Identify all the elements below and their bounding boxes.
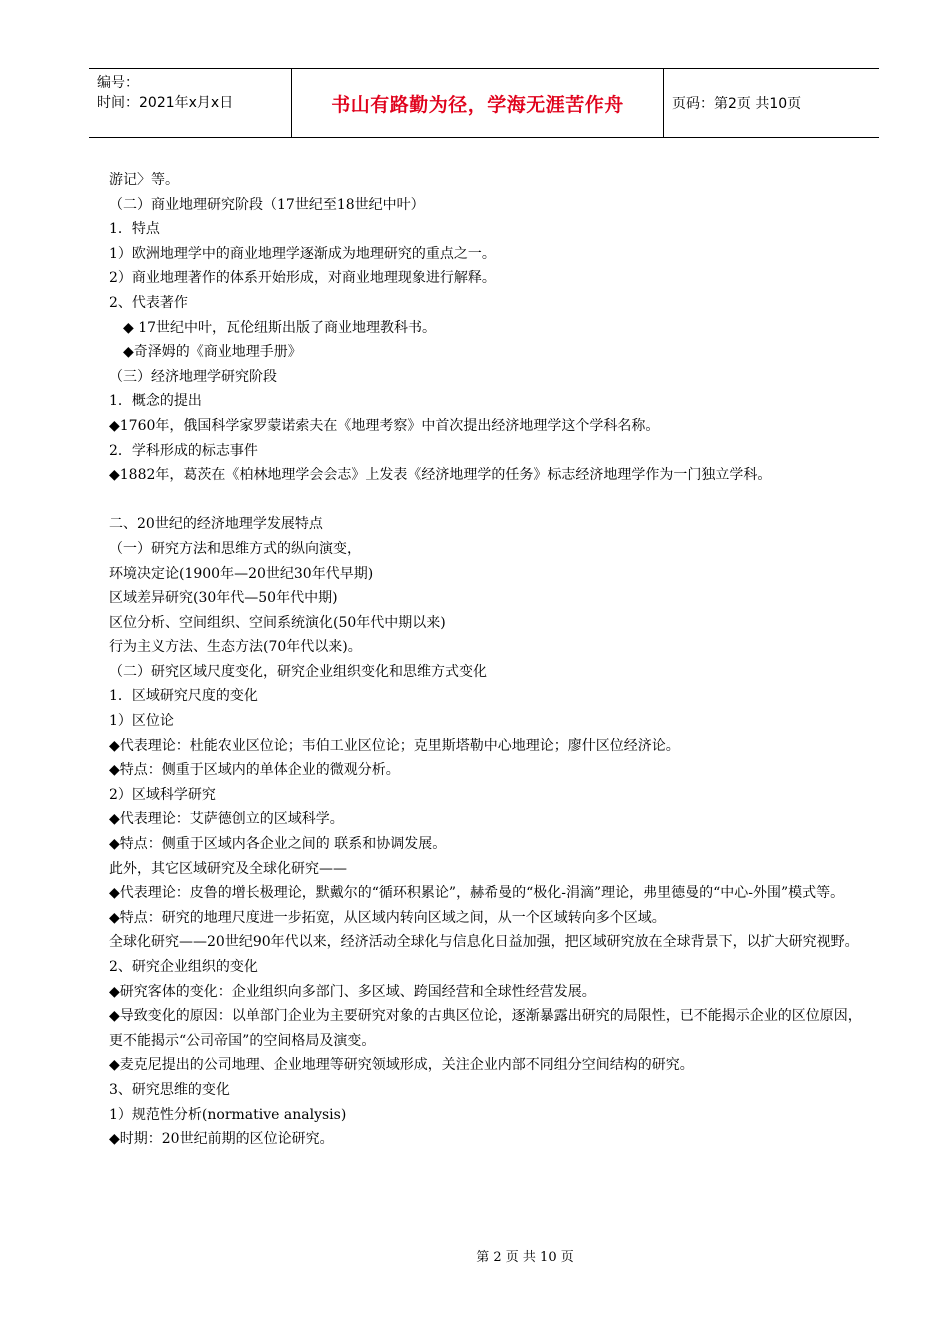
section-heading: 二、20世纪的经济地理学发展特点 <box>109 516 323 533</box>
bullet-item: ◆代表理论：艾萨德创立的区域科学。 <box>109 811 344 828</box>
date-label: 时间：2021年x月x日 <box>97 95 234 111</box>
text-line: 环境决定论(1900年—20世纪30年代早期) <box>109 565 374 582</box>
motto-text: 书山有路勤为径，学海无涯苦作舟 <box>331 93 624 116</box>
text-line: 游记〉等。 <box>109 172 179 188</box>
text-line: 2．学科形成的标志事件 <box>109 442 258 459</box>
bullet-item: ◆代表理论：皮鲁的增长极理论，默戴尔的“循环积累论”，赫希曼的“极化-涓滴”理论，弗里德曼的“中心-外围”模式等。 <box>109 885 845 902</box>
bullet-item: ◆时期：20世纪前期的区位论研究。 <box>109 1131 334 1148</box>
header-page-cell <box>664 69 879 137</box>
text-line: 2）区域科学研究 <box>109 786 216 803</box>
text-line: 1．概念的提出 <box>109 393 202 410</box>
bullet-item: ◆麦克尼提出的公司地理、企业地理等研究领域形成，关注企业内部不同组分空间结构的研究。 <box>109 1057 694 1074</box>
page-header <box>89 68 879 138</box>
bullet-item: ◆特点：研究的地理尺度进一步拓宽，从区域内转向区域之间，从一个区域转向多个区域。 <box>109 909 666 926</box>
bullet-item: ◆1882年，葛茨在《柏林地理学会会志》上发表《经济地理学的任务》标志经济地理学作为一门独立学科。 <box>109 467 772 484</box>
page-number-label: 页码：第2页 共10页 <box>672 96 802 112</box>
text-line: 1）欧洲地理学中的商业地理学逐渐成为地理研究的重点之一。 <box>109 245 496 262</box>
text-line: 1）规范性分析(normative analysis) <box>109 1106 347 1123</box>
section-heading: （三）经济地理学研究阶段 <box>109 368 277 385</box>
section-heading: （二）研究区域尺度变化，研究企业组织变化和思维方式变化 <box>109 663 487 680</box>
bullet-item: ◆研究客体的变化：企业组织向多部门、多区域、跨国经营和全球性经营发展。 <box>109 983 596 1000</box>
text-line: 区位分析、空间组织、空间系统演化(50年代中期以来) <box>109 614 446 631</box>
bullet-item: ◆导致变化的原因：以单部门企业为主要研究对象的古典区位论，逐渐暴露出研究的局限性，已不能揭示企业的区位原因，更不能揭示“公司帝国”的空间格局及演变。 <box>109 1008 862 1049</box>
header-motto-cell <box>291 69 664 137</box>
text-line: 1．区域研究尺度的变化 <box>109 688 258 705</box>
text-line: 2、代表著作 <box>109 294 188 311</box>
text-line: 1）区位论 <box>109 713 174 730</box>
bullet-item: ◆特点：侧重于区域内的单体企业的微观分析。 <box>109 762 400 779</box>
text-line: 2、研究企业组织的变化 <box>109 959 258 975</box>
bullet-item: ◆1760年，俄国科学家罗蒙诺索夫在《地理考察》中首次提出经济地理学这个学科名称。 <box>109 417 660 434</box>
document-body <box>109 168 865 1152</box>
section-heading: （一）研究方法和思维方式的纵向演变， <box>109 540 361 557</box>
section-heading: （二）商业地理研究阶段（17世纪至18世纪中叶） <box>109 196 425 213</box>
bullet-item: ◆代表理论：杜能农业区位论；韦伯工业区位论；克里斯塔勒中心地理论；廖什区位经济论。 <box>109 737 680 754</box>
page-footer: 第 2 页 共 10 页 <box>476 1250 574 1265</box>
text-line: 3、研究思维的变化 <box>109 1081 230 1098</box>
text-line: 2）商业地理著作的体系开始形成，对商业地理现象进行解释。 <box>109 270 496 287</box>
text-line: 1．特点 <box>109 221 160 238</box>
text-line: 行为主义方法、生态方法(70年代以来)。 <box>109 639 362 656</box>
header-meta <box>89 69 291 137</box>
text-line: 区域差异研究(30年代—50年代中期) <box>109 590 338 607</box>
bullet-item: ◆ 17世纪中叶，瓦伦纽斯出版了商业地理教科书。 <box>123 319 437 336</box>
text-line: 全球化研究——20世纪90年代以来，经济活动全球化与信息化日益加强，把区域研究放在全球背景下，以扩大研究视野。 <box>109 934 859 951</box>
doc-number-label: 编号： <box>97 75 139 91</box>
bullet-item: ◆特点：侧重于区域内各企业之间的 联系和协调发展。 <box>109 836 447 853</box>
text-line: 此外，其它区域研究及全球化研究—— <box>109 860 347 877</box>
blank-line <box>109 488 865 513</box>
bullet-item: ◆奇泽姆的《商业地理手册》 <box>123 344 302 361</box>
